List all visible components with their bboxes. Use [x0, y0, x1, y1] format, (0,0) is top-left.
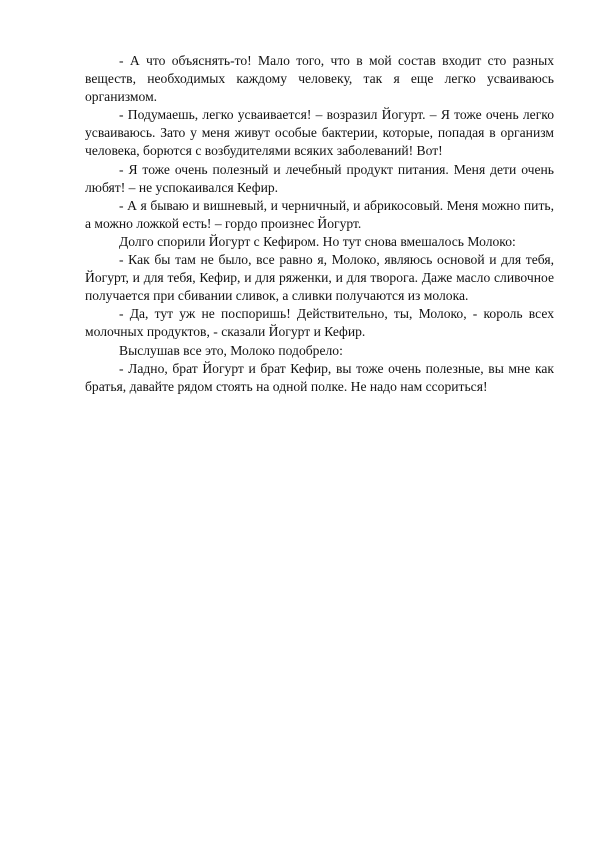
paragraph-1: - А что объяснять-то! Мало того, что в мой состав входит сто разных веществ, необходимых каждому человеку, так я еще легко усваиваюсь организмом. — [85, 53, 554, 105]
paragraph-4: - А я бываю и вишневый, и черничный, и абрикосовый. Меня можно пить, а можно ложкой есть! – гордо произнес Йогурт. — [85, 197, 554, 231]
paragraph-2: - Подумаешь, легко усваивается! – возразил Йогурт. – Я тоже очень легко усваиваюсь. Зато у меня живут особые бактерии, которые, попадая в организм человека, борются с возбудителями всяких заболеваний! Вот! — [85, 107, 554, 159]
paragraph-5: Долго спорили Йогурт с Кефиром. Но тут снова вмешалось Молоко: — [119, 233, 516, 249]
paragraph-9: - Ладно, брат Йогурт и брат Кефир, вы тоже очень полезные, вы мне как братья, давайте рядом стоять на одной полке. Не надо нам ссориться! — [85, 360, 554, 394]
paragraph-8: Выслушав все это, Молоко подобрело: — [119, 342, 343, 358]
story-text — [85, 52, 554, 396]
paragraph-3: - Я тоже очень полезный и лечебный продукт питания. Меня дети очень любят! – не успокаивался Кефир. — [85, 161, 554, 195]
paragraph-7: - Да, тут уж не поспоришь! Действительно, ты, Молоко, - король всех молочных продуктов, - сказали Йогурт и Кефир. — [85, 306, 554, 340]
paragraph-6: - Как бы там не было, все равно я, Молоко, являюсь основой и для тебя, Йогурт, и для тебя, Кефир, и для ряженки, и для творога. Даже масло сливочное получается при сбивании сливок, а сливки получаются из молока. — [85, 252, 554, 304]
